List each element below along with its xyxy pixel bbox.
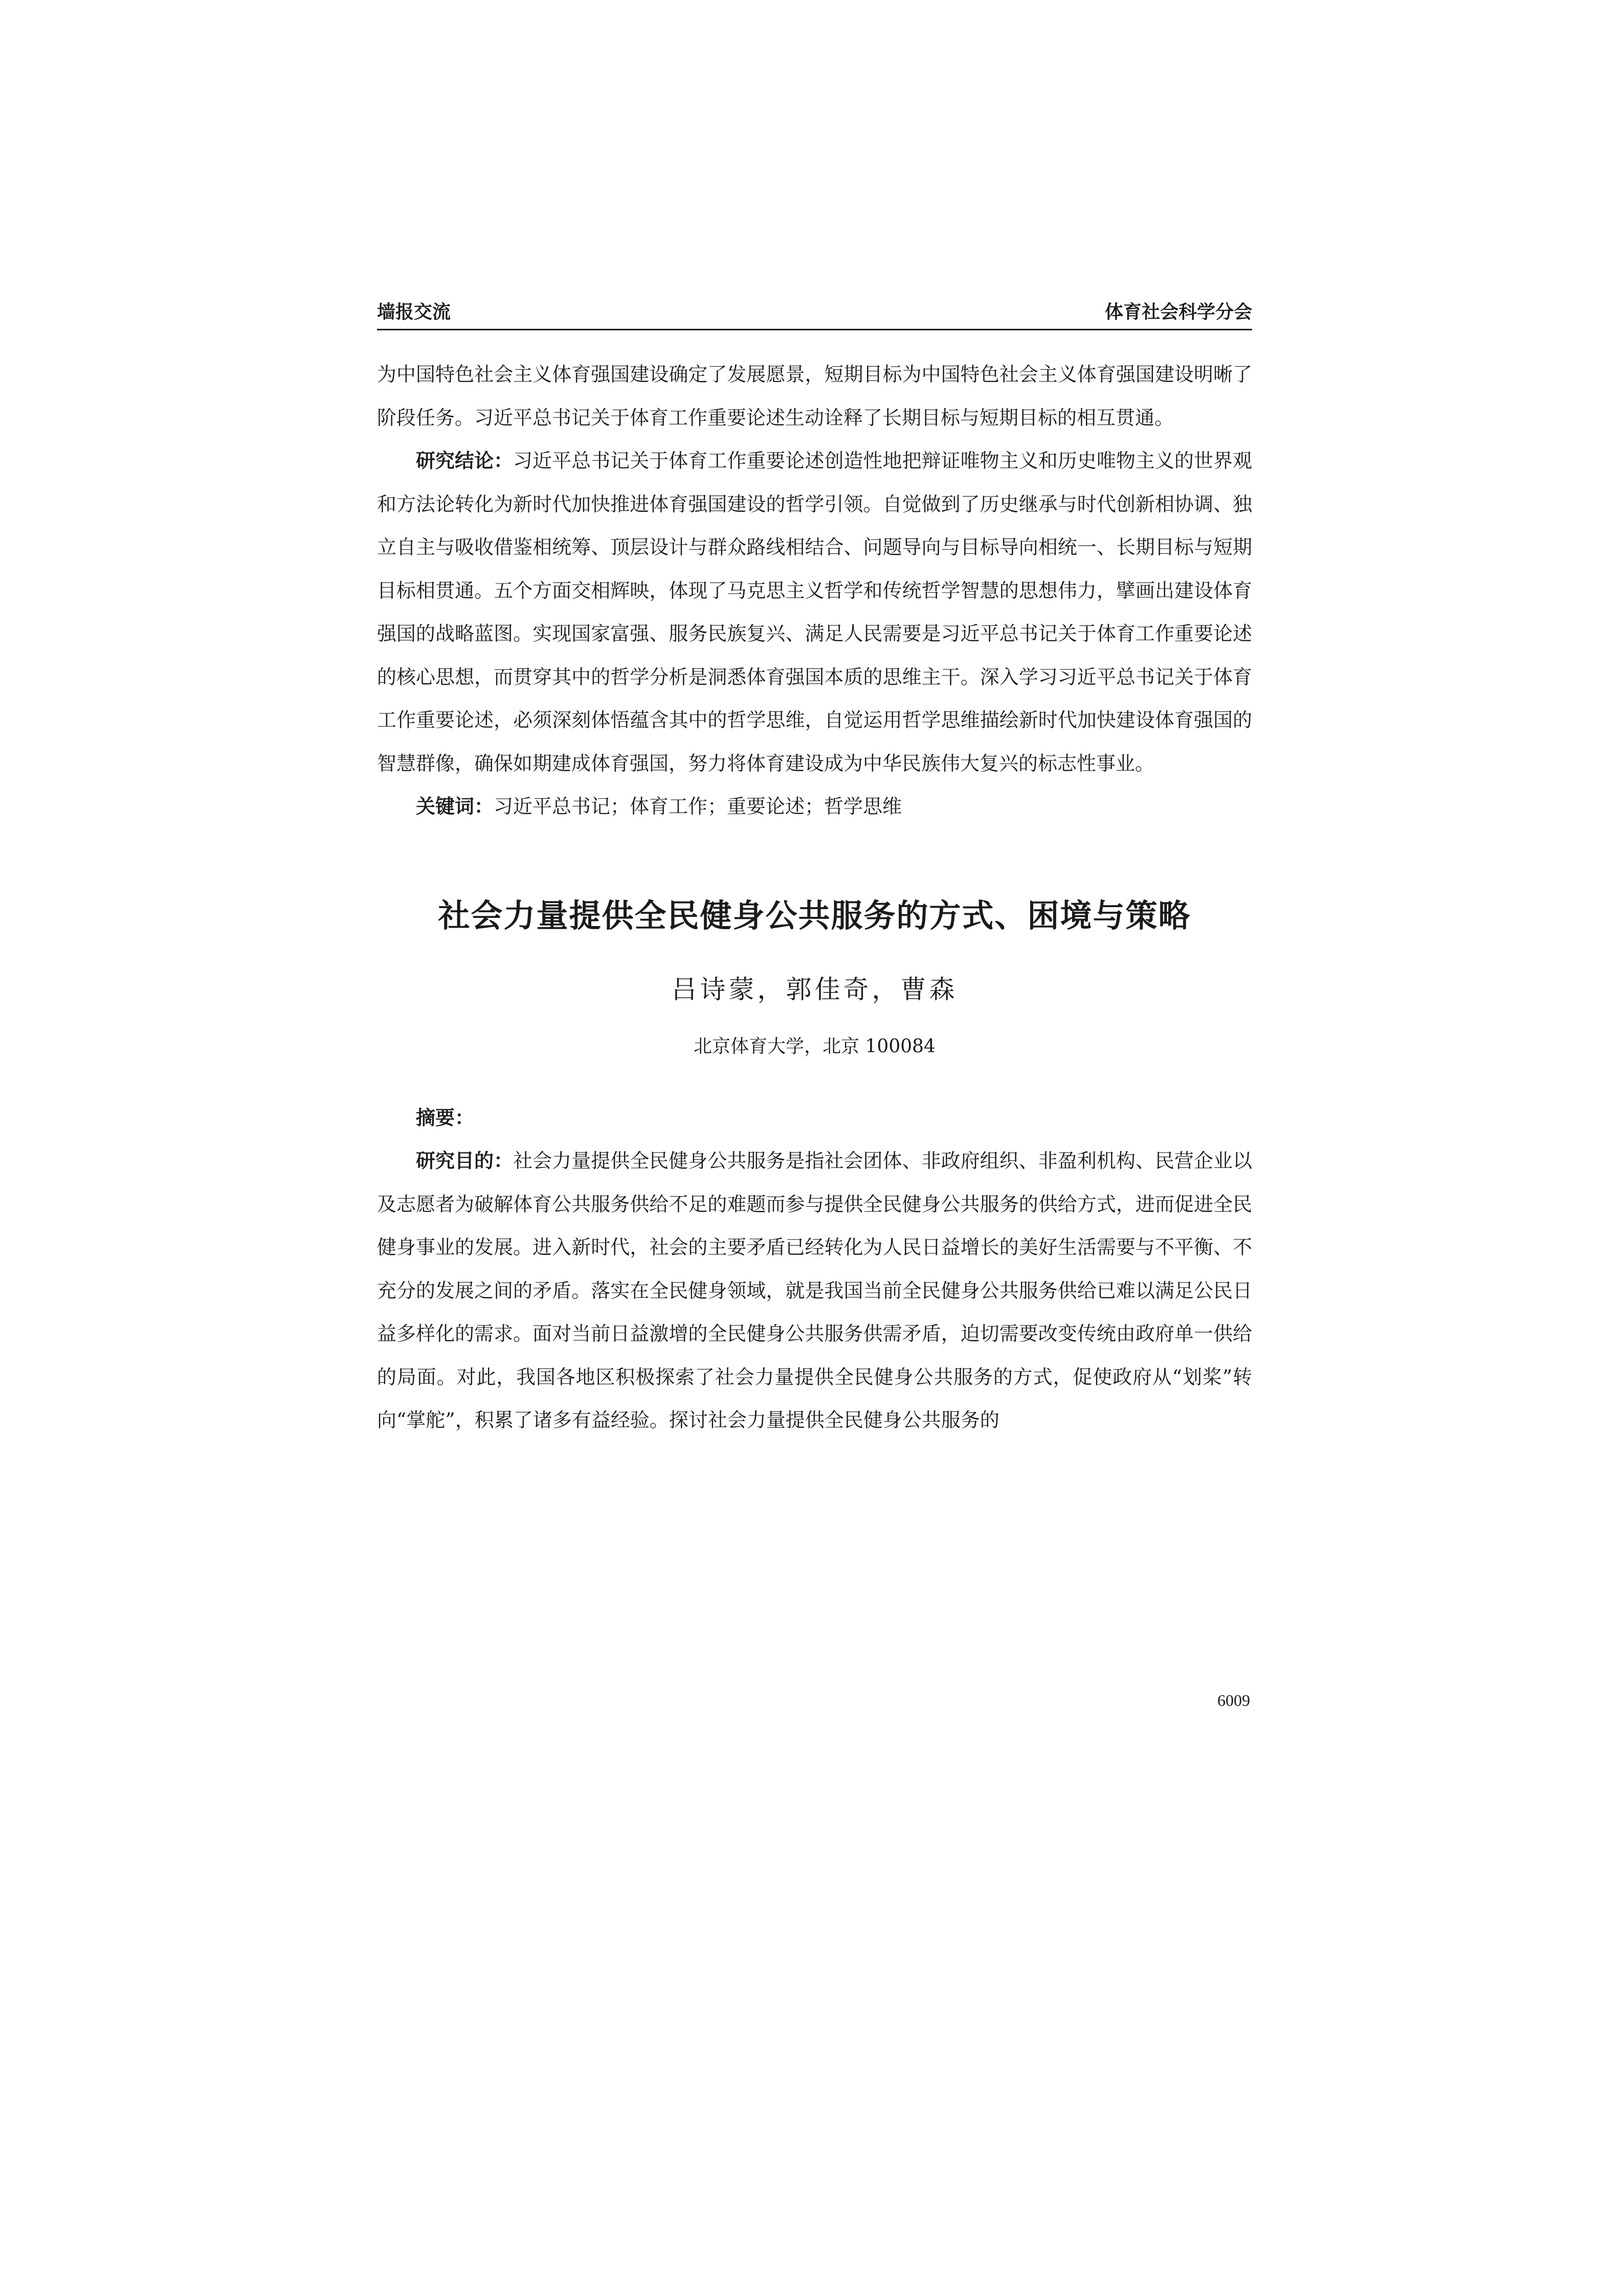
paper-page bbox=[377, 299, 1252, 1442]
running-header bbox=[377, 299, 1252, 330]
purpose-text: 社会力量提供全民健身公共服务是指社会团体、非政府组织、非盈利机构、民营企业以及志愿者为破解体育公共服务供给不足的难题而参与提供全民健身公共服务的供给方式，进而促进全民健身事业的发展。进入新时代，社会的主要矛盾已经转化为人民日益增长的美好生活需要与不平衡、不充分的发展之间的矛盾。落实在全民健身领域，就是我国当前全民健身公共服务供给已难以满足公民日益多样化的需求。面对当前日益激增的全民健身公共服务供需矛盾，迫切需要改变传统由政府单一供给的局面。对此，我国各地区积极探索了社会力量提供全民健身公共服务的方式，促使政府从“划桨”转向“掌舵”，积累了诸多有益经验。探讨社会力量提供全民健身公共服务的 bbox=[377, 1150, 1252, 1431]
article-authors: 吕诗蒙，郭佳奇，曹森 bbox=[671, 974, 958, 1004]
purpose-label: 研究目的： bbox=[416, 1150, 514, 1172]
previous-article-continuation: 为中国特色社会主义体育强国建设确定了发展愿景，短期目标为中国特色社会主义体育强国建设明晰了阶段任务。习近平总书记关于体育工作重要论述生动诠释了长期目标与短期目标的相互贯通。 bbox=[377, 363, 1252, 429]
abstract-label: 摘要： bbox=[416, 1106, 475, 1129]
keywords-text: 习近平总书记；体育工作；重要论述；哲学思维 bbox=[494, 795, 902, 818]
article-affiliation: 北京体育大学，北京 100084 bbox=[694, 1036, 936, 1057]
conclusion-text: 习近平总书记关于体育工作重要论述创造性地把辩证唯物主义和历史唯物主义的世界观和方法论转化为新时代加快推进体育强国建设的哲学引领。自觉做到了历史继承与时代创新相协调、独立自主与吸收借鉴相统筹、顶层设计与群众路线相结合、问题导向与目标导向相统一、长期目标与短期目标相贯通。五个方面交相辉映，体现了马克思主义哲学和传统哲学智慧的思想伟力，擘画出建设体育强国的战略蓝图。实现国家富强、服务民族复兴、满足人民需要是习近平总书记关于体育工作重要论述的核心思想，而贯穿其中的哲学分析是洞悉体育强国本质的思维主干。深入学习习近平总书记关于体育工作重要论述，必须深刻体悟蕴含其中的哲学思维，自觉运用哲学思维描绘新时代加快建设体育强国的智慧群像，确保如期建成体育强国，努力将体育建设成为中华民族伟大复兴的标志性事业。 bbox=[377, 449, 1252, 775]
abstract-heading bbox=[377, 1096, 1252, 1140]
keywords-paragraph bbox=[377, 785, 1252, 828]
header-society-name: 体育社会科学分会 bbox=[1104, 302, 1252, 323]
conclusion-label: 研究结论： bbox=[416, 449, 514, 472]
purpose-paragraph bbox=[377, 1139, 1252, 1442]
page-number: 6009 bbox=[1217, 1691, 1250, 1709]
conclusion-paragraph bbox=[377, 439, 1252, 785]
article-title: 社会力量提供全民健身公共服务的方式、困境与策略 bbox=[438, 896, 1191, 934]
keywords-label: 关键词： bbox=[416, 795, 494, 818]
header-section-label: 墙报交流 bbox=[377, 302, 451, 323]
